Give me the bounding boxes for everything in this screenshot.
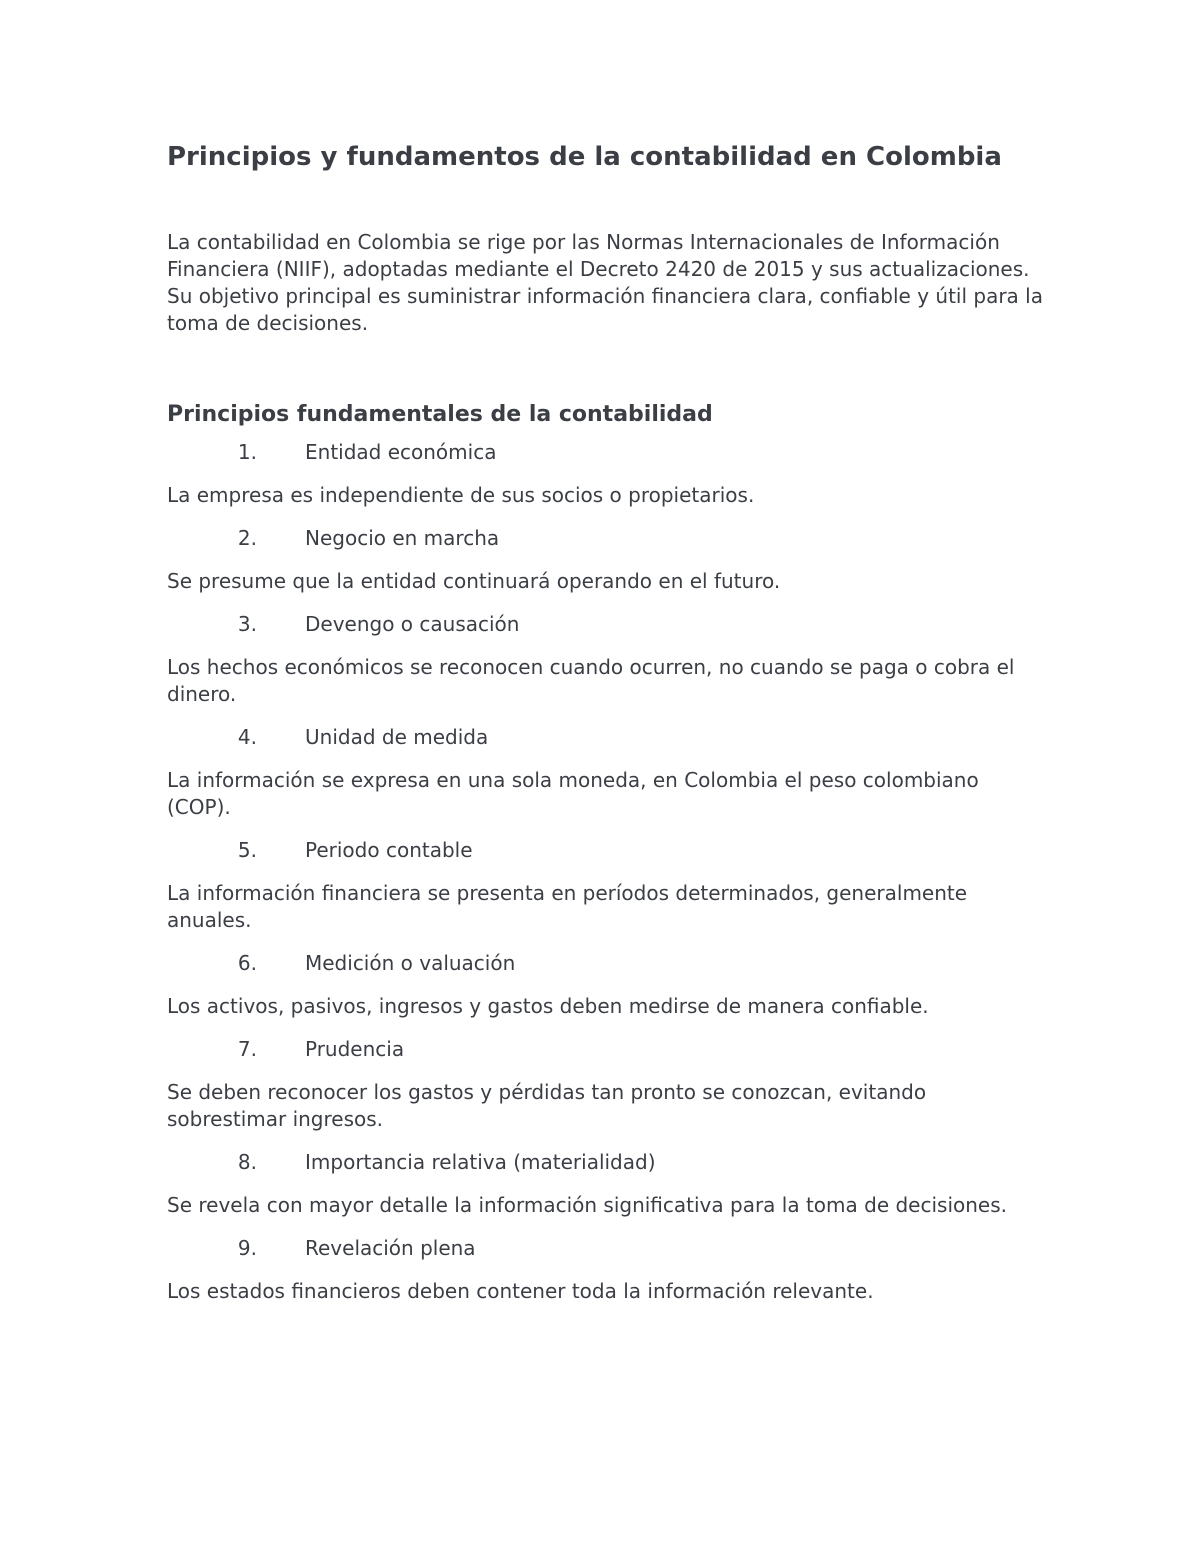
principle-title	[167, 1036, 1047, 1063]
principle-item	[167, 1235, 1047, 1305]
principle-name: Periodo contable	[305, 838, 473, 862]
principle-number: 2.	[237, 526, 257, 550]
intro-paragraph: La contabilidad en Colombia se rige por las Normas Internacionales de Información Financiera (NIIF), adoptadas mediante el Decreto 2420 de 2015 y sus actualizaciones. Su objetivo principal es suministrar información financiera clara, confiable y útil para la toma de decisiones.	[167, 230, 1043, 335]
principle-description: Los estados financieros deben contener toda la información relevante.	[167, 1279, 874, 1303]
principle-number: 7.	[237, 1037, 257, 1061]
principle-title	[167, 525, 1047, 552]
principle-name: Negocio en marcha	[305, 526, 500, 550]
document-title: Principios y fundamentos de la contabilidad en Colombia	[167, 142, 1002, 172]
principle-description: Se presume que la entidad continuará operando en el futuro.	[167, 569, 781, 593]
principle-name: Unidad de medida	[305, 725, 489, 749]
principle-number: 1.	[237, 440, 257, 464]
document-page	[167, 140, 1047, 1321]
principles-list	[167, 439, 1047, 1305]
principle-title	[167, 724, 1047, 751]
principle-name: Entidad económica	[305, 440, 497, 464]
section-heading: Principios fundamentales de la contabilidad	[167, 402, 713, 427]
principle-name: Prudencia	[305, 1037, 405, 1061]
principle-item	[167, 1149, 1047, 1219]
principle-item	[167, 611, 1047, 708]
principle-title	[167, 950, 1047, 977]
principle-number: 5.	[237, 838, 257, 862]
principle-item	[167, 1036, 1047, 1133]
principle-description: La información financiera se presenta en períodos determinados, generalmente anuales.	[167, 881, 968, 932]
principle-description: La información se expresa en una sola moneda, en Colombia el peso colombiano (COP).	[167, 768, 979, 819]
principle-name: Medición o valuación	[305, 951, 516, 975]
principle-description: La empresa es independiente de sus socios o propietarios.	[167, 483, 755, 507]
principle-number: 9.	[237, 1236, 257, 1260]
principle-description: Los activos, pasivos, ingresos y gastos deben medirse de manera confiable.	[167, 994, 929, 1018]
principle-item	[167, 439, 1047, 509]
principle-title	[167, 1235, 1047, 1262]
principle-name: Importancia relativa (materialidad)	[305, 1150, 656, 1174]
principle-name: Devengo o causación	[305, 612, 520, 636]
principle-title	[167, 611, 1047, 638]
principle-item	[167, 724, 1047, 821]
principle-description: Se revela con mayor detalle la información significativa para la toma de decisiones.	[167, 1193, 1008, 1217]
principle-name: Revelación plena	[305, 1236, 476, 1260]
principle-description: Los hechos económicos se reconocen cuando ocurren, no cuando se paga o cobra el dinero.	[167, 655, 1015, 706]
principle-number: 8.	[237, 1150, 257, 1174]
principle-description: Se deben reconocer los gastos y pérdidas tan pronto se conozcan, evitando sobrestimar ingresos.	[167, 1080, 927, 1131]
principle-number: 4.	[237, 725, 257, 749]
principle-item	[167, 950, 1047, 1020]
principle-number: 6.	[237, 951, 257, 975]
principle-title	[167, 439, 1047, 466]
principle-item	[167, 525, 1047, 595]
principle-title	[167, 1149, 1047, 1176]
principle-title	[167, 837, 1047, 864]
principle-item	[167, 837, 1047, 934]
principle-number: 3.	[237, 612, 257, 636]
